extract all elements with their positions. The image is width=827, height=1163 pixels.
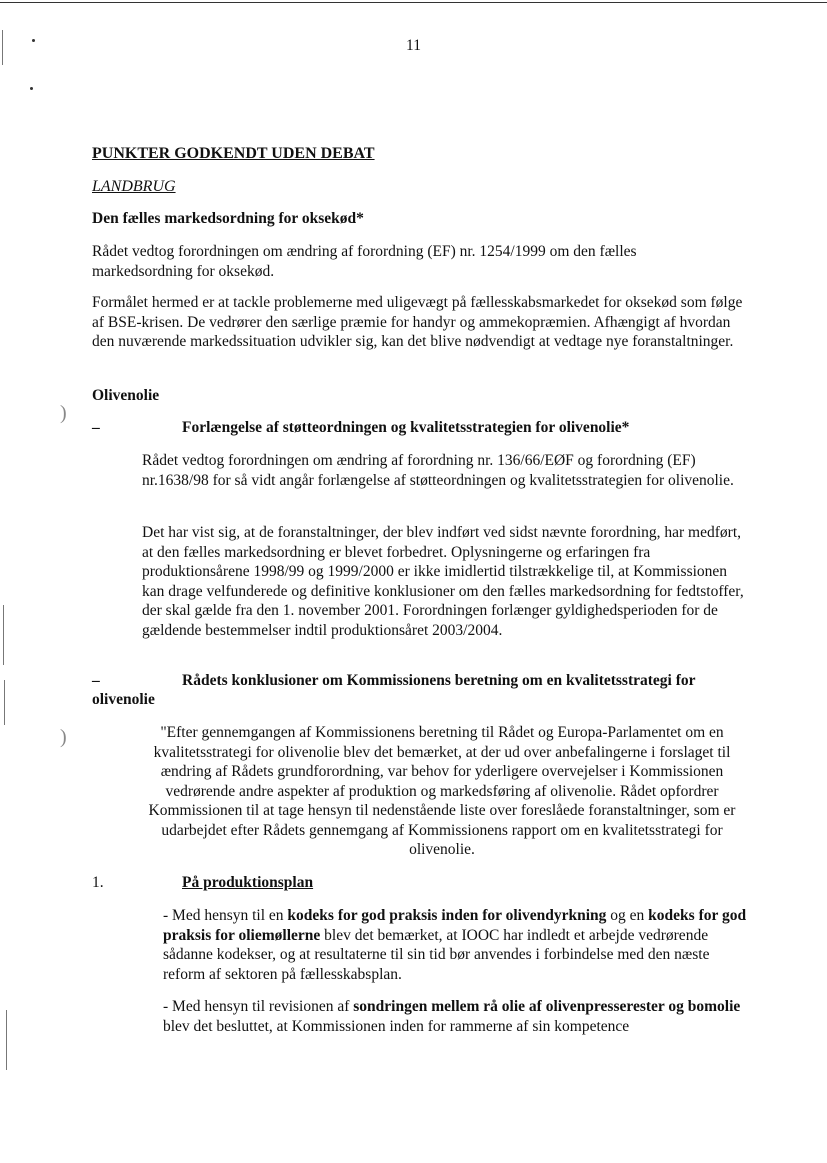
list-item-text: - Med hensyn til revisionen af <box>163 998 354 1015</box>
olive-sub2-title: Rådets konklusioner om Kommissionens beretning om en kvalitetsstrategi for <box>182 672 696 689</box>
list-item-text: blev det bemærket, at IOOC har indledt et arbejde vedrørende sådanne kodekser, og at resultaterne til sin tid bør anvendes i forbindelse med den næste reform af sektoren på fællesskabsplan. <box>163 926 710 983</box>
list-item-bold-text: sondringen mellem rå olie af olivenpresserester og bomolie <box>353 998 741 1015</box>
scan-hole-mark: ) <box>60 402 67 424</box>
scan-hole-mark: ) <box>60 726 67 748</box>
page-number: 11 <box>406 37 421 54</box>
scan-top-edge <box>0 2 827 3</box>
list-item-text: blev det besluttet, at Kommissionen inden for rammerne af sin kompetence <box>163 1017 630 1035</box>
olive-sub1-paragraph-2: Det har vist sig, at de foranstaltninger, der blev indført ved sidst nævnte forordning, har medført, at den fælles markedsordning er blevet forbedret. Oplysningerne og erfaringen fra produktionsårene 1998/99 og 1999/2000 er ikke imidlertid tilstrækkelige til, at Kommissionen kan drage velfunderede og definitive konklusioner om den fælles markedsordning for fedtstoffer, der skal gælde fra den 1. november 2001. Forordningen forlænger gyldighedsperioden for de gældende bestemmelser indtil produktionsåret 2003/2004. <box>142 524 744 639</box>
list-item-1 <box>163 906 753 984</box>
beef-paragraph-2: Formålet hermed er at tackle problemerne med uligevægt på fællesskabsmarkedet for oksekød som følge af BSE-krisen. De vedrører den særlige præmie for handyr og ammekopræmien. Afhængigt af hvordan den nuværende markedssituation udvikler sig, kan det blive nødvendigt at vedtage nye foranstaltninger. <box>92 294 743 350</box>
olive-title: Olivenolie <box>92 387 160 404</box>
list-number: 1. <box>92 874 104 891</box>
list-title: På produktionsplan <box>182 874 314 891</box>
list-item-text: - Med hensyn til en <box>163 907 288 924</box>
section-heading: PUNKTER GODKENDT UDEN DEBAT <box>92 145 375 162</box>
scan-margin-mark <box>6 1010 7 1070</box>
dash-bullet: – <box>92 419 100 436</box>
dash-bullet: – <box>92 672 100 689</box>
beef-paragraph-1: Rådet vedtog forordningen om ændring af forordning (EF) nr. 1254/1999 om den fælles markedsordning for oksekød. <box>92 243 637 280</box>
list-item-text: og en <box>606 907 649 924</box>
category-heading: LANDBRUG <box>92 178 176 195</box>
scan-margin-mark <box>4 680 5 725</box>
list-item-bold-text: kodeks for god praksis inden for olivendyrkning <box>287 907 607 924</box>
scan-dot <box>30 87 33 90</box>
council-conclusions-quote: "Efter gennemgangen af Kommissionens beretning til Rådet og Europa-Parlamentet om en kvalitetsstrategi for olivenolie blev det bemærket, at der ud over anbefalingerne i forslaget til ændring af Rådets grundforordning, var behov for yderligere overvejelser i Kommissionen vedrørende andre aspekter af produktion og markedsføring af olivenolie. Rådet opfordrer Kommissionen til at tage hensyn til nedenstående liste over foreslåede foranstaltninger, som er udarbejdet efter Rådets gennemgang af Kommissionens rapport om en kvalitetsstrategi for olivenolie. <box>148 724 736 858</box>
olive-sub1-title: Forlængelse af støtteordningen og kvalitetsstrategien for olivenolie* <box>182 419 630 436</box>
olive-sub1-paragraph-1: Rådet vedtog forordningen om ændring af forordning nr. 136/66/EØF og forordning (EF) nr.1638/98 for så vidt angår forlængelse af støtteordningen og kvalitetsstrategien for olivenolie. <box>142 452 734 489</box>
olive-sub2-title-continued: olivenolie <box>92 691 155 708</box>
list-item-bold-text: kodeks for god praksis for oliemøllerne <box>163 907 747 944</box>
list-item-2 <box>163 997 753 1036</box>
scan-margin-mark <box>3 605 4 665</box>
beef-title: Den fælles markedsordning for oksekød* <box>92 210 364 227</box>
